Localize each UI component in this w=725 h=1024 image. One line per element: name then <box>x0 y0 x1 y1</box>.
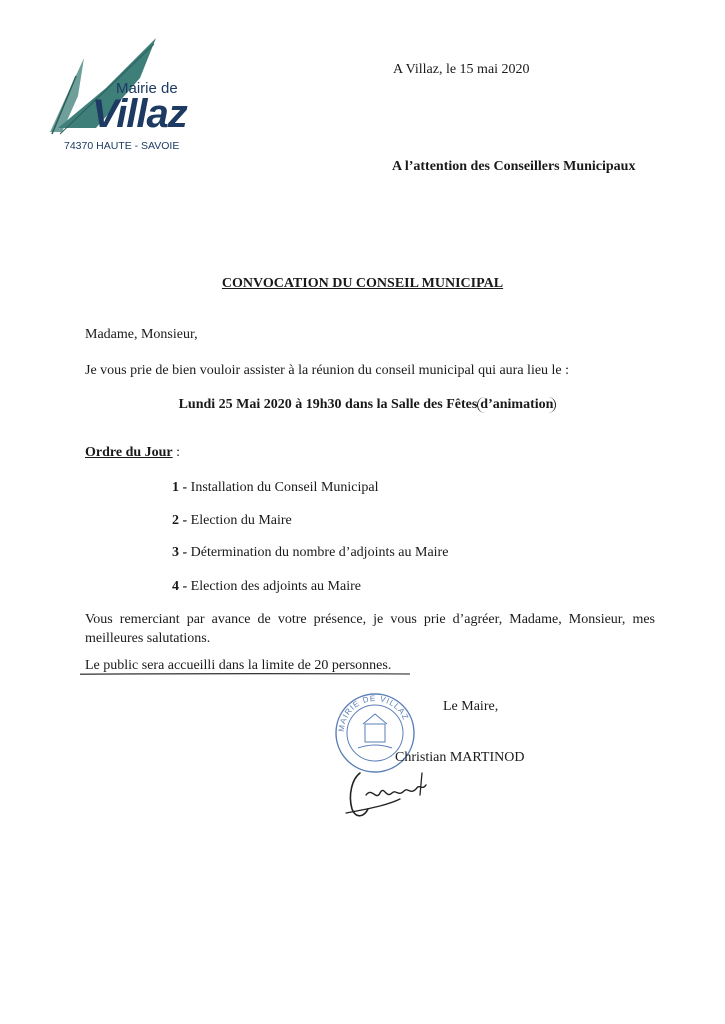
public-note-underline <box>80 673 410 675</box>
agenda-item-number: 3 <box>172 545 179 560</box>
closing-line-2: meilleures salutations. <box>85 631 211 646</box>
agenda-item-text: Election du Maire <box>190 513 292 528</box>
agenda-suffix: : <box>172 445 181 460</box>
signature-title: Le Maire, <box>443 699 499 714</box>
meeting-details <box>0 397 725 413</box>
agenda-item-text: Installation du Conseil Municipal <box>190 480 379 495</box>
document-title: CONVOCATION DU CONSEIL MUNICIPAL <box>221 276 504 291</box>
logo-mairie-text: Mairie de <box>116 80 178 97</box>
signature-name: Christian MARTINOD <box>395 750 525 765</box>
agenda-item-text: Election des adjoints au Maire <box>190 579 361 594</box>
logo-villaz-text: Villaz <box>92 92 187 136</box>
handwritten-signature <box>338 765 448 825</box>
agenda-item: 1 - Installation du Conseil Municipal <box>172 480 379 495</box>
stamp-text: MAIRIE DE VILLAZ <box>336 693 411 733</box>
logo-dept-text: 74370 HAUTE - SAVOIE <box>64 140 180 152</box>
agenda-item-number: 4 <box>172 579 179 594</box>
closing-line-1: Vous remerciant par avance de votre présence, je vous prie d’agréer, Madame, Monsieur, mes <box>85 612 655 627</box>
agenda-item-number: 1 <box>172 480 179 495</box>
agenda-item-text: Détermination du nombre d’adjoints au Maire <box>190 545 449 560</box>
agenda-title: Ordre du Jour <box>85 445 173 460</box>
agenda-heading <box>85 445 180 461</box>
meeting-main: Lundi 25 Mai 2020 à 19h30 dans la Salle des Fêtes <box>178 397 478 412</box>
agenda-item: 3 - Détermination du nombre d’adjoints au Maire <box>172 545 449 560</box>
greeting: Madame, Monsieur, <box>85 327 198 342</box>
meeting-paren: d’animation <box>477 397 556 413</box>
attention-line: A l’attention des Conseillers Municipaux <box>392 159 636 174</box>
intro-text: Je vous prie de bien vouloir assister à la réunion du conseil municipal qui aura lieu le : <box>85 363 570 378</box>
closing-paragraph <box>85 610 655 648</box>
date-line: A Villaz, le 15 mai 2020 <box>393 62 530 77</box>
agenda-item-number: 2 <box>172 513 179 528</box>
agenda-item: 4 - Election des adjoints au Maire <box>172 579 361 594</box>
mairie-logo <box>44 36 214 161</box>
agenda-item: 2 - Election du Maire <box>172 513 292 528</box>
public-note: Le public sera accueilli dans la limite de 20 personnes. <box>85 658 392 673</box>
